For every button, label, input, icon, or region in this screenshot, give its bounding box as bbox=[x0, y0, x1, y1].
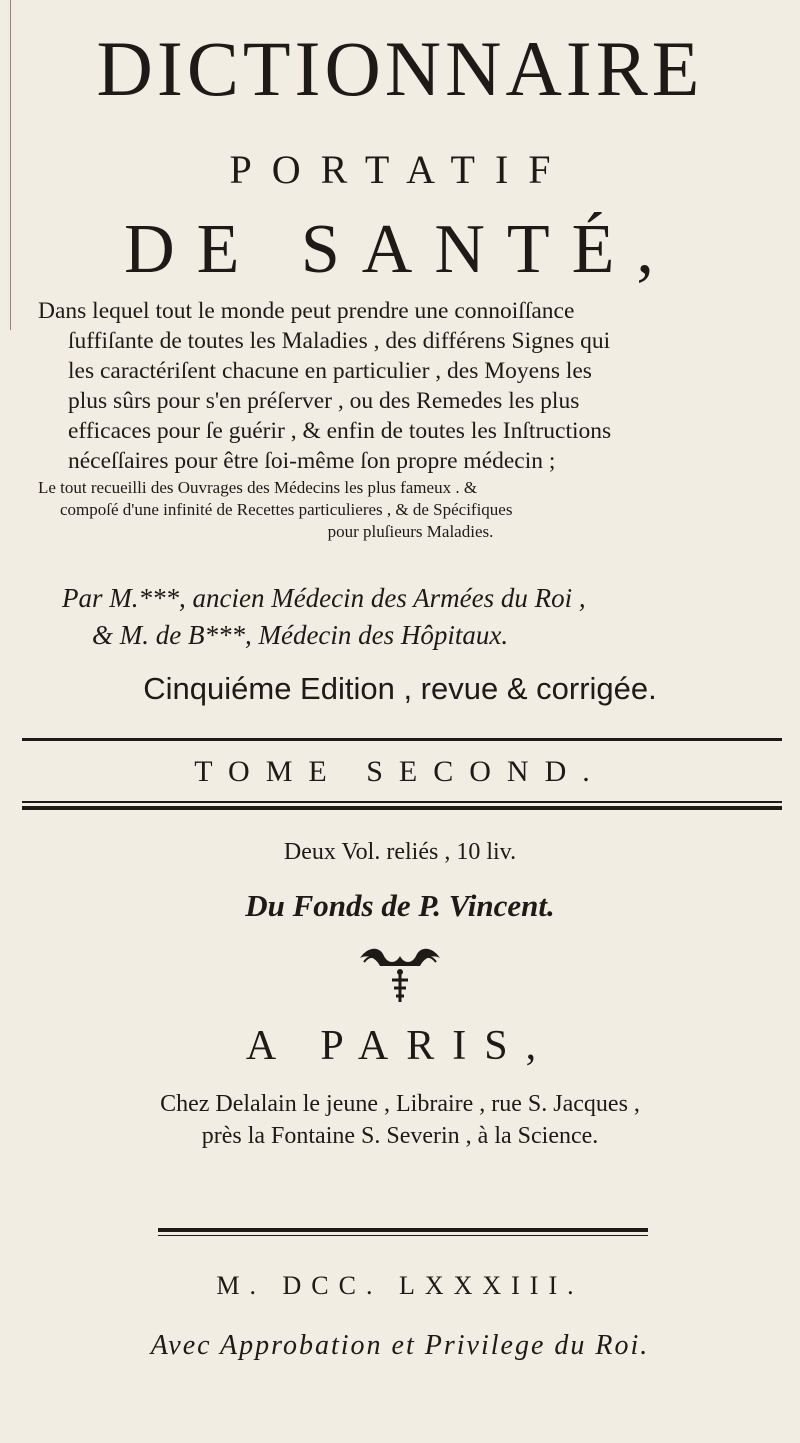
description-line: ſuffiſante de toutes les Maladies , des différens Signes qui bbox=[68, 328, 611, 354]
rule-bottom-thick bbox=[158, 1228, 648, 1232]
description-line: efficaces pour ſe guérir , & enfin de toutes les Inſtructions bbox=[68, 418, 612, 444]
address-line: Chez Delalain le jeune , Libraire , rue S. Jacques , bbox=[160, 1091, 640, 1117]
rule-top-tome bbox=[22, 738, 782, 741]
description-block bbox=[38, 296, 783, 476]
rule-bottom-tome-thin bbox=[22, 801, 782, 803]
title-portatif: PORTATIF bbox=[229, 147, 571, 192]
title-de-sante: DE SANTÉ, bbox=[124, 211, 676, 288]
note-line: pour pluſieurs Maladies. bbox=[327, 522, 494, 541]
title-dictionnaire: DICTIONNAIRE bbox=[96, 25, 704, 112]
authors-line: & M. de B***, Médecin des Hôpitaux. bbox=[92, 620, 509, 650]
printer-ornament-icon bbox=[340, 940, 460, 1010]
volumes-price: Deux Vol. reliés , 10 liv. bbox=[283, 839, 517, 865]
address-line: près la Fontaine S. Severin , à la Science. bbox=[201, 1123, 599, 1149]
description-line: Dans lequel tout le monde peut prendre une connoiſſance bbox=[38, 298, 575, 324]
fonds-line: Du Fonds de P. Vincent. bbox=[245, 888, 555, 923]
city-paris: A PARIS, bbox=[245, 1023, 555, 1069]
authors-line: Par M.***, ancien Médecin des Armées du Roi , bbox=[62, 583, 586, 613]
edition-statement: Cinquiéme Edition , revue & corrigée. bbox=[143, 671, 657, 706]
description-line: plus sûrs pour s'en préſerver , ou des Remedes les plus bbox=[68, 388, 580, 414]
description-line: les caractériſent chacune en particulier , des Moyens les bbox=[68, 358, 592, 384]
authors-block bbox=[62, 580, 782, 654]
publication-date: M. DCC. LXXXIII. bbox=[216, 1271, 584, 1300]
note-line: Le tout recueilli des Ouvrages des Médecins les plus fameux . & bbox=[38, 478, 478, 497]
rule-bottom-thin bbox=[158, 1235, 648, 1236]
rule-bottom-tome-thick bbox=[22, 806, 782, 810]
tome-label: TOME SECOND. bbox=[194, 755, 606, 788]
publisher-address bbox=[0, 1088, 800, 1152]
privilege-line: Avec Approbation et Privilege du Roi. bbox=[150, 1330, 650, 1361]
note-line: compoſé d'une infinité de Recettes particulieres , & de Spécifiques bbox=[60, 500, 513, 519]
note-block bbox=[38, 477, 783, 543]
description-line: néceſſaires pour être ſoi-même ſon propre médecin ; bbox=[68, 448, 556, 474]
